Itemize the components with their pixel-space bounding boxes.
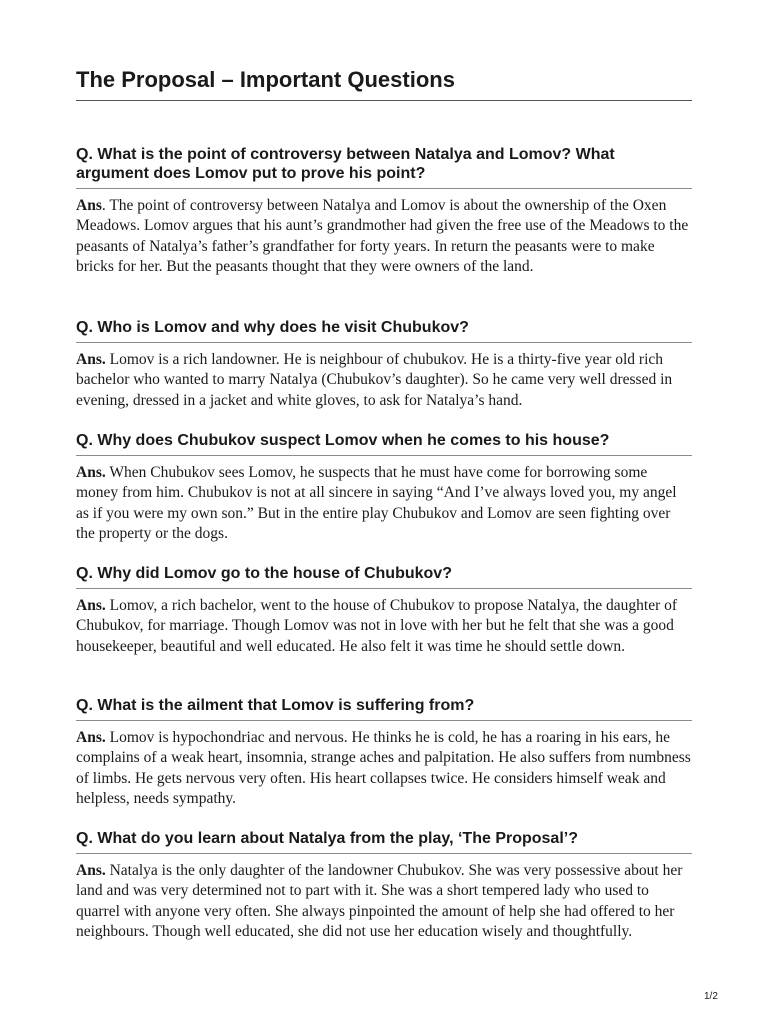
answer-label: Ans	[76, 197, 102, 214]
qa-block	[76, 696, 692, 810]
title-divider	[76, 100, 692, 101]
answer	[76, 861, 692, 943]
answer	[76, 728, 692, 810]
answer	[76, 596, 692, 657]
qa-block	[76, 431, 692, 545]
answer-text: When Chubukov sees Lomov, he suspects that he must have come for borrowing some money from him. Chubukov is not at all sincere in saying “And I’ve always loved you, my angel as if you were my own son.” But in the entire play Chubukov and Lomov are seen fighting over the property or the dogs.	[76, 464, 677, 543]
qa-block	[76, 318, 692, 411]
question: Q. Why does Chubukov suspect Lomov when he comes to his house?	[76, 431, 692, 456]
question: Q. What is the point of controversy between Natalya and Lomov? What argument does Lomov put to prove his point?	[76, 145, 692, 189]
page-title: The Proposal – Important Questions	[76, 67, 455, 92]
answer	[76, 463, 692, 545]
question: Q. Who is Lomov and why does he visit Chubukov?	[76, 318, 692, 343]
question: Q. What do you learn about Natalya from the play, ‘The Proposal’?	[76, 829, 692, 854]
question: Q. Why did Lomov go to the house of Chubukov?	[76, 564, 692, 589]
answer-label: Ans.	[76, 862, 106, 879]
qa-block	[76, 829, 692, 943]
answer-label: Ans.	[76, 351, 106, 368]
answer	[76, 196, 692, 278]
answer-text: Lomov, a rich bachelor, went to the house of Chubukov to propose Natalya, the daughter of Chubukov, for marriage. Though Lomov was not in love with her but he felt that she was a good housekeeper, beautiful and well educated. He also felt it was time he should settle down.	[76, 597, 678, 655]
answer-text: Natalya is the only daughter of the landowner Chubukov. She was very possessive about her land and was very determined not to part with it. She was a short tempered lady who used to quarrel with anyone very often. She always pinpointed the amount of help she had offered to her neighbours. Though well educated, she did not use her education wisely and thoughtfully.	[76, 862, 683, 941]
qa-block	[76, 145, 692, 278]
answer	[76, 350, 692, 411]
answer-label: Ans.	[76, 464, 106, 481]
answer-label: Ans.	[76, 597, 106, 614]
answer-text: Lomov is a rich landowner. He is neighbour of chubukov. He is a thirty-five year old rich bachelor who wanted to marry Natalya (Chubukov’s daughter). So he came very well dressed in evening, dressed in a jacket and white gloves, to ask for Natalya’s hand.	[76, 351, 673, 409]
question: Q. What is the ailment that Lomov is suffering from?	[76, 696, 692, 721]
qa-block	[76, 564, 692, 657]
page-number: 1/2	[704, 991, 718, 1002]
answer-text: Lomov is hypochondriac and nervous. He thinks he is cold, he has a roaring in his ears, he complains of a weak heart, insomnia, strange aches and palpitation. He also suffers from numbness of limbs. He gets nervous very often. His heart collapses twice. He considers himself weak and helpless, needs sympathy.	[76, 729, 691, 808]
answer-text: . The point of controversy between Natalya and Lomov is about the ownership of the Oxen Meadows. Lomov argues that his aunt’s grandmother had given the free use of the Meadows to the peasants of Natalya’s father’s grandfather for forty years. In return the peasants were to make bricks for her. But the peasants thought that they were owners of the land.	[76, 197, 689, 276]
answer-label: Ans.	[76, 729, 106, 746]
